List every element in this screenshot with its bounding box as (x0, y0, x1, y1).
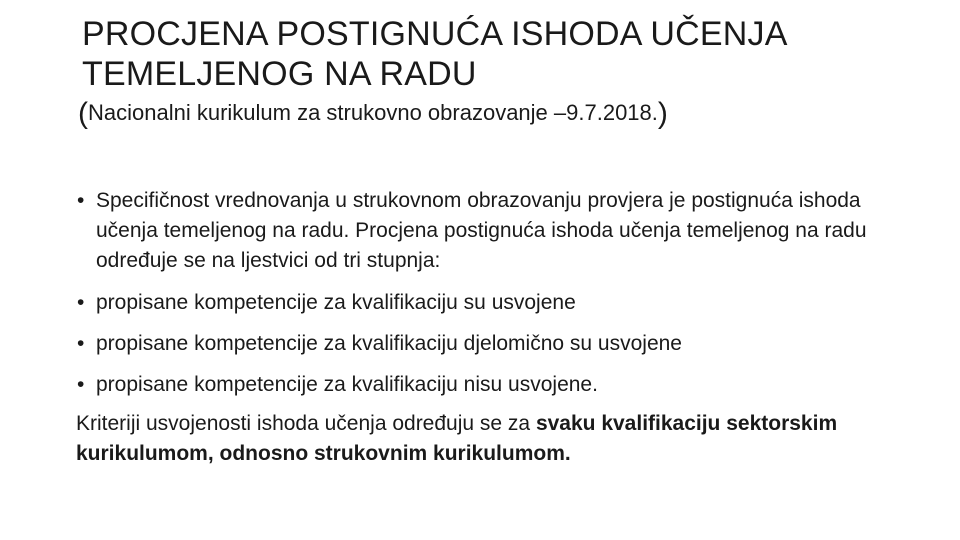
subtitle-text: Nacionalni kurikulum za strukovno obrazovanje –9.7.2018. (88, 100, 658, 125)
subtitle (78, 94, 942, 133)
bullet-item: • propisane kompetencije za kvalifikaciju djelomično su usvojene (76, 329, 876, 359)
bullet-item: • Specifičnost vrednovanja u strukovnom obrazovanju provjera je postignuća ishoda učenja temeljenog na radu. Procjena postignuća ishoda učenja temeljenog na radu određuje se na ljestvici od tri stupnja: (76, 186, 876, 276)
closing-bold-text: svaku kvalifikaciju sektorskim kurikulumom, odnosno strukovnim kurikulumom. (76, 412, 838, 465)
title-line-1: PROCJENA POSTIGNUĆA ISHODA UČENJA (82, 15, 788, 53)
closing-paragraph (76, 409, 876, 469)
bullet-item: • propisane kompetencije za kvalifikaciju nisu usvojene. (76, 370, 876, 400)
title-block (78, 14, 942, 133)
title-line-2: TEMELJENOG NA RADU (82, 55, 477, 93)
bullet-item: • propisane kompetencije za kvalifikaciju su usvojene (76, 288, 876, 318)
closing-text: Kriteriji usvojenosti ishoda učenja određuju se za (76, 412, 536, 435)
subtitle-close-paren: ) (657, 97, 668, 130)
content-body (76, 186, 876, 469)
subtitle-open-paren: ( (78, 97, 88, 130)
